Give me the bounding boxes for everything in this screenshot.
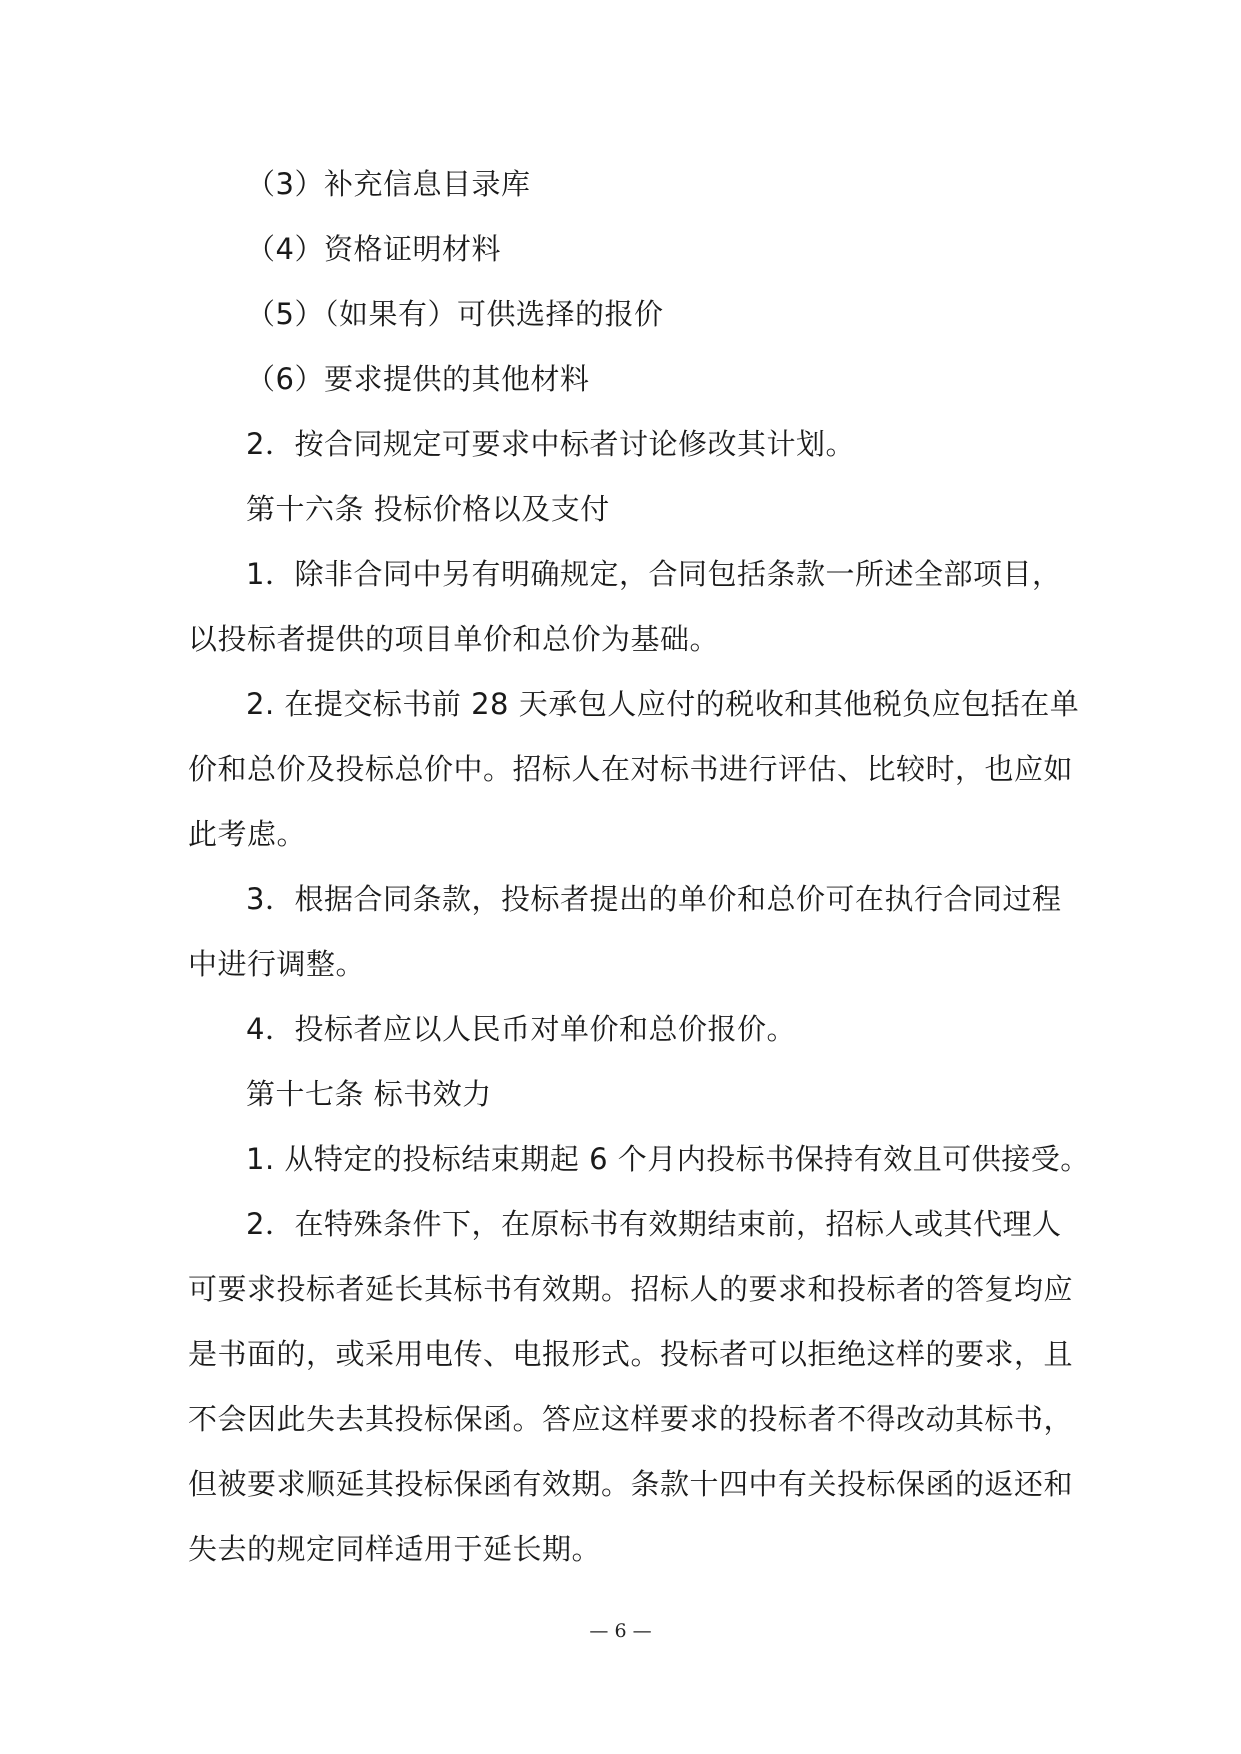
- text-line: 失去的规定同样适用于延长期。: [188, 1532, 602, 1566]
- text-line: 1．除非合同中另有明确规定，合同包括条款一所述全部项目，: [246, 557, 1062, 591]
- text-line: （4）资格证明材料: [246, 232, 501, 266]
- text-line: 不会因此失去其投标保函。答应这样要求的投标者不得改动其标书，: [188, 1402, 1074, 1436]
- text-line: （5）（如果有）可供选择的报价: [246, 297, 664, 331]
- text-line: 但被要求顺延其投标保函有效期。条款十四中有关投标保函的返还和: [188, 1467, 1074, 1501]
- text-line: 2. 在提交标书前 28 天承包人应付的税收和其他税负应包括在单: [246, 687, 1080, 721]
- text-line: 3．根据合同条款，投标者提出的单价和总价可在执行合同过程: [246, 882, 1062, 916]
- text-line: 价和总价及投标总价中。招标人在对标书进行评估、比较时，也应如: [188, 752, 1074, 786]
- document-body: [188, 152, 1090, 1582]
- text-line: 中进行调整。: [188, 947, 366, 981]
- page-number: — 6 —: [589, 1620, 652, 1642]
- text-line: 4．投标者应以人民币对单价和总价报价。: [246, 1012, 796, 1046]
- section-heading: 第十七条 标书效力: [246, 1077, 492, 1111]
- text-line: （3）补充信息目录库: [246, 167, 531, 201]
- text-line: 2．在特殊条件下，在原标书有效期结束前，招标人或其代理人: [246, 1207, 1062, 1241]
- text-line: 1. 从特定的投标结束期起 6 个月内投标书保持有效且可供接受。: [246, 1142, 1090, 1176]
- text-line: （6）要求提供的其他材料: [246, 362, 590, 396]
- text-line: 此考虑。: [188, 817, 307, 851]
- text-line: 以投标者提供的项目单价和总价为基础。: [188, 622, 720, 656]
- text-line: 2．按合同规定可要求中标者讨论修改其计划。: [246, 427, 855, 461]
- text-line: 是书面的，或采用电传、电报形式。投标者可以拒绝这样的要求，且: [188, 1337, 1074, 1371]
- text-line: 可要求投标者延长其标书有效期。招标人的要求和投标者的答复均应: [188, 1272, 1074, 1306]
- section-heading: 第十六条 投标价格以及支付: [246, 492, 610, 526]
